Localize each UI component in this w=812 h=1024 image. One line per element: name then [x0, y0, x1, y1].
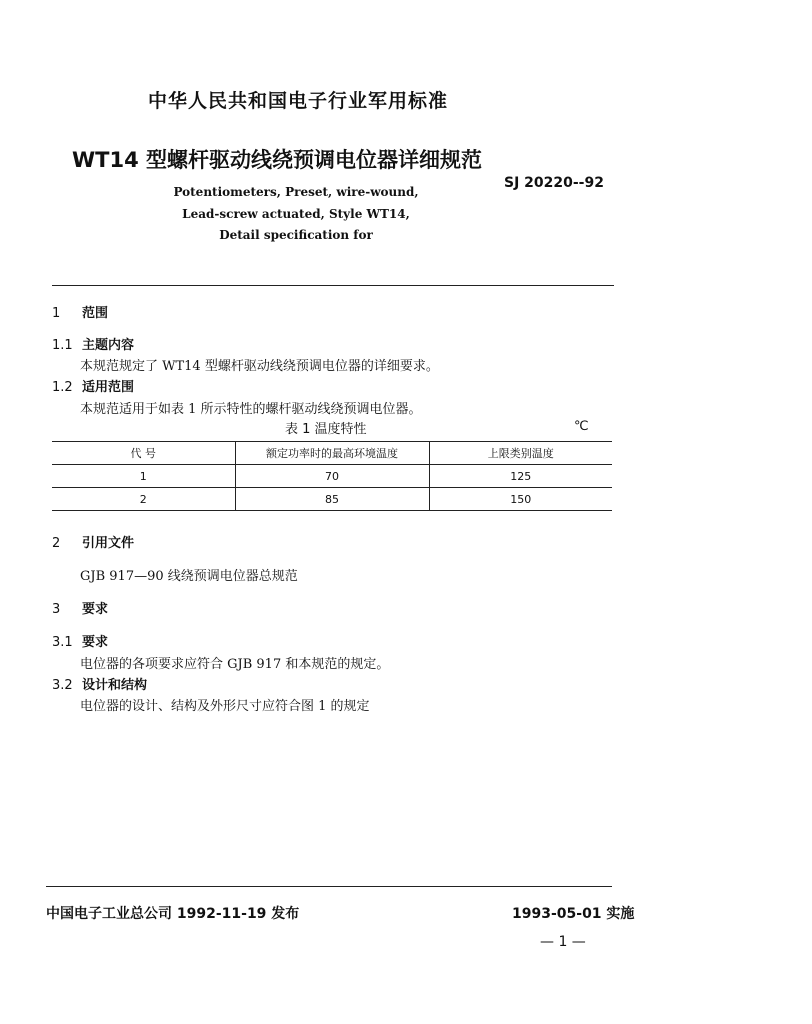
cell-code: 2 — [52, 488, 235, 511]
section-1-1-text: 本规范规定了 WT14 型螺杆驱动线绕预调电位器的详细要求。 — [80, 359, 439, 374]
section-3-1-text: 电位器的各项要求应符合 GJB 917 和本规范的规定。 — [80, 657, 390, 672]
section-1-2-heading — [52, 376, 134, 395]
standard-category-heading: 中华人民共和国电子行业军用标准 — [148, 90, 449, 112]
column-header-max-ambient-temp: 额定功率时的最高环境温度 — [235, 442, 429, 465]
section-title: 设计和结构 — [82, 678, 148, 693]
table-row — [52, 465, 612, 488]
cell-max-ambient-temp: 85 — [235, 488, 429, 511]
section-1-heading — [52, 302, 108, 321]
section-title: 适用范围 — [82, 380, 135, 395]
section-number: 3.1 — [52, 635, 73, 650]
section-2-heading — [52, 532, 134, 551]
section-number: 1.1 — [52, 338, 73, 353]
table-header-row — [52, 442, 612, 465]
section-number: 2 — [52, 536, 61, 551]
section-title: 要求 — [82, 602, 109, 617]
section-number: 1 — [52, 306, 61, 321]
english-title-line-3: Detail specification for — [219, 228, 373, 242]
section-title: 引用文件 — [82, 536, 135, 551]
english-title-line-2: Lead-screw actuated, Style WT14, — [182, 207, 410, 221]
temperature-characteristics-table — [52, 441, 612, 511]
standard-code: SJ 20220--92 — [504, 175, 604, 191]
table-1-caption: 表 1 温度特性 — [285, 422, 367, 437]
footer-divider — [46, 886, 612, 887]
table-row — [52, 488, 612, 511]
document-title: WT14 型螺杆驱动线绕预调电位器详细规范 — [72, 148, 483, 172]
section-1-1-heading — [52, 334, 134, 353]
section-title: 范围 — [82, 306, 109, 321]
effective-date: 1993-05-01 实施 — [512, 906, 635, 922]
section-title: 要求 — [82, 635, 109, 650]
table-1-unit: ℃ — [574, 419, 589, 434]
cell-upper-category-temp: 150 — [429, 488, 612, 511]
issuer-and-issue-date: 中国电子工业总公司 1992-11-19 发布 — [46, 906, 300, 922]
section-3-2-heading — [52, 674, 147, 693]
section-3-1-heading — [52, 631, 108, 650]
cell-code: 1 — [52, 465, 235, 488]
section-title: 主题内容 — [82, 338, 135, 353]
cell-upper-category-temp: 125 — [429, 465, 612, 488]
cell-max-ambient-temp: 70 — [235, 465, 429, 488]
section-number: 3.2 — [52, 678, 73, 693]
column-header-upper-category-temp: 上限类别温度 — [429, 442, 612, 465]
section-number: 3 — [52, 602, 61, 617]
title-divider — [52, 285, 614, 286]
page-number: — 1 — — [540, 934, 586, 950]
column-header-code: 代 号 — [52, 442, 235, 465]
section-3-2-text: 电位器的设计、结构及外形尺寸应符合图 1 的规定 — [80, 699, 370, 714]
section-1-2-text: 本规范适用于如表 1 所示特性的螺杆驱动线绕预调电位器。 — [80, 402, 422, 417]
section-number: 1.2 — [52, 380, 73, 395]
section-3-heading — [52, 598, 108, 617]
referenced-document: GJB 917—90 线绕预调电位器总规范 — [80, 569, 298, 584]
english-title-line-1: Potentiometers, Preset, wire-wound, — [173, 185, 419, 199]
